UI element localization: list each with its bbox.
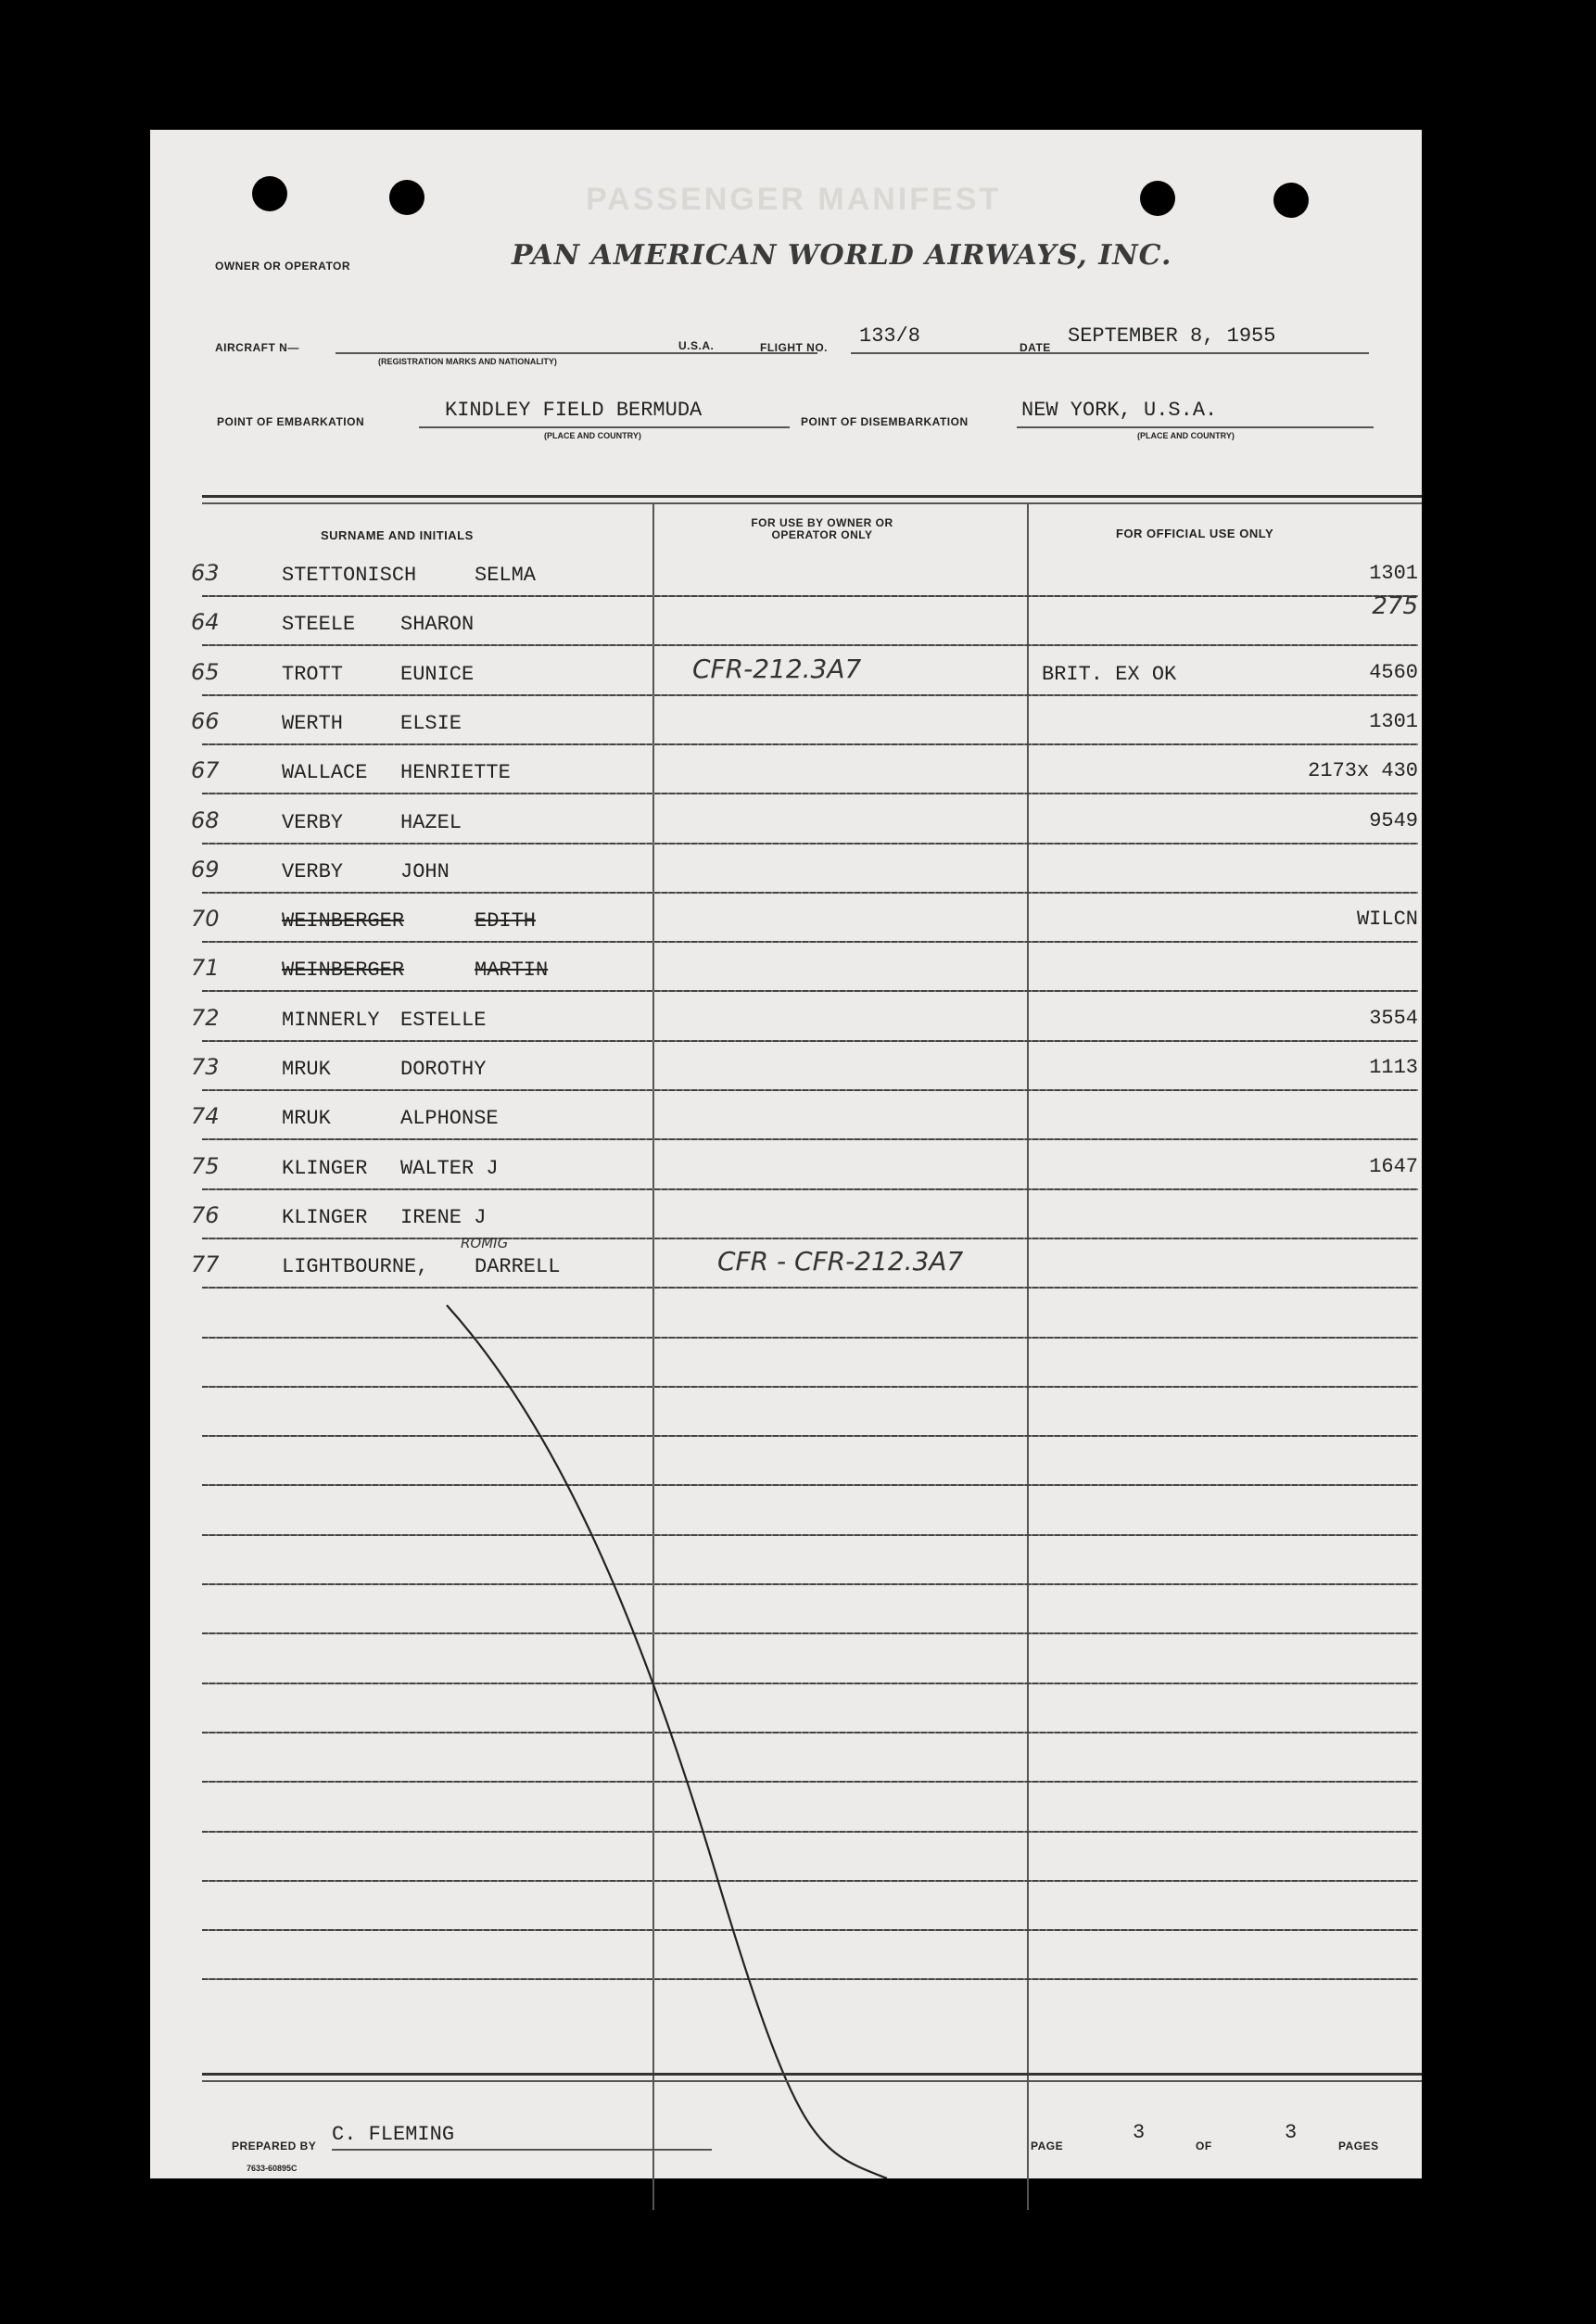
- passenger-number: 64: [191, 609, 220, 636]
- disembark-value: NEW YORK, U.S.A.: [1021, 399, 1218, 422]
- page-number: 3: [1133, 2121, 1146, 2144]
- passenger-given-name: MARTIN: [475, 959, 549, 983]
- disembark-label: POINT OF DISEMBARKATION: [801, 415, 969, 428]
- official-note: BRIT. EX OK: [1042, 662, 1177, 686]
- form-code: 7633-60895C: [247, 2164, 298, 2173]
- official-code: 2173x 430: [1308, 759, 1418, 783]
- passenger-surname: KLINGER: [282, 1205, 368, 1229]
- passenger-number: 67: [191, 757, 220, 784]
- official-code: 3554: [1369, 1006, 1418, 1030]
- owner-label: OWNER OR OPERATOR: [215, 260, 351, 273]
- passenger-given-name: IRENE J: [400, 1205, 487, 1229]
- date-value: SEPTEMBER 8, 1955: [1068, 324, 1276, 348]
- passenger-number: 69: [191, 856, 220, 883]
- passenger-number: 76: [191, 1201, 220, 1228]
- official-code: 4560: [1369, 660, 1418, 684]
- flight-number: 133/8: [859, 324, 921, 348]
- passenger-number: 75: [191, 1152, 220, 1179]
- footer-rule-2: [202, 2080, 1422, 2082]
- official-code: WILCN: [1356, 908, 1418, 932]
- prepared-label: PREPARED BY: [232, 2140, 317, 2153]
- of-label: OF: [1196, 2140, 1212, 2153]
- passenger-surname: LIGHTBOURNE,: [282, 1255, 429, 1279]
- passenger-surname: TROTT: [282, 662, 344, 686]
- passenger-given-name: HAZEL: [400, 810, 462, 834]
- passenger-given-name: EUNICE: [400, 662, 475, 686]
- passenger-number: 74: [191, 1103, 220, 1130]
- prepared-underline: [332, 2149, 712, 2151]
- passenger-surname: VERBY: [282, 810, 344, 834]
- usa-label: U.S.A.: [678, 339, 715, 352]
- passenger-surname: MRUK: [282, 1107, 331, 1131]
- passenger-surname: WERTH: [282, 711, 344, 735]
- official-code: 1113: [1369, 1056, 1418, 1079]
- passenger-number: 73: [191, 1054, 220, 1080]
- disembark-sub: (PLACE AND COUNTRY): [1137, 431, 1235, 440]
- passenger-surname: STEELE: [282, 613, 356, 637]
- official-code: 275: [1372, 592, 1418, 621]
- manifest-sheet: [150, 130, 1422, 2178]
- passenger-given-name: HENRIETTE: [400, 761, 511, 785]
- passenger-number: 72: [191, 1004, 220, 1031]
- page-label: PAGE: [1031, 2140, 1064, 2153]
- passenger-number: 68: [191, 806, 220, 833]
- flight-label: FLIGHT NO.: [760, 341, 828, 354]
- hand-marks: [150, 130, 1422, 2178]
- passenger-given-name: DOROTHY: [400, 1058, 487, 1081]
- passenger-surname: KLINGER: [282, 1156, 368, 1180]
- passenger-given-name: DARRELL: [475, 1255, 561, 1279]
- passenger-given-name: EDITH: [475, 909, 537, 933]
- passenger-surname: STETTONISCH: [282, 564, 417, 587]
- passenger-given-name: WALTER J: [400, 1156, 499, 1180]
- footer-rule: [202, 2073, 1422, 2076]
- passenger-given-name: SHARON: [400, 613, 475, 637]
- col-official-header: FOR OFFICIAL USE ONLY: [1116, 527, 1274, 540]
- official-code: 1647: [1369, 1154, 1418, 1178]
- passenger-surname: VERBY: [282, 859, 344, 883]
- airline-name: PAN AMERICAN WORLD AIRWAYS, INC.: [512, 239, 1172, 272]
- passenger-number: 65: [191, 658, 220, 685]
- operator-note: CFR - CFR-212.3A7: [717, 1246, 964, 1277]
- operator-note: CFR-212.3A7: [692, 653, 862, 684]
- official-code: 1301: [1369, 562, 1418, 585]
- embark-sub: (PLACE AND COUNTRY): [544, 431, 641, 440]
- official-code: 9549: [1369, 808, 1418, 832]
- passenger-number: 63: [191, 560, 220, 586]
- date-label: DATE: [1020, 341, 1051, 354]
- passenger-surname: WALLACE: [282, 761, 368, 785]
- passenger-surname: MINNERLY: [282, 1008, 380, 1032]
- passenger-surname: MRUK: [282, 1058, 331, 1081]
- passenger-number: 71: [191, 955, 220, 982]
- passenger-given-name: ELSIE: [400, 711, 462, 735]
- embark-label: POINT OF EMBARKATION: [217, 415, 365, 428]
- passenger-given-name: SELMA: [475, 564, 537, 587]
- col-owner-header: FOR USE BY OWNER OR OPERATOR ONLY: [751, 516, 893, 541]
- registration-sub: (REGISTRATION MARKS AND NATIONALITY): [378, 357, 557, 366]
- passenger-given-name: JOHN: [400, 859, 450, 883]
- official-code: 1301: [1369, 709, 1418, 733]
- handwritten-annotation: ROMIG: [461, 1235, 509, 1252]
- page-total: 3: [1285, 2121, 1298, 2144]
- aircraft-label: AIRCRAFT N—: [215, 341, 299, 354]
- passenger-given-name: ESTELLE: [400, 1008, 487, 1032]
- passenger-number: 70: [191, 906, 220, 933]
- embark-value: KINDLEY FIELD BERMUDA: [445, 399, 703, 422]
- pages-label: PAGES: [1338, 2140, 1379, 2153]
- passenger-number: 77: [191, 1251, 220, 1278]
- passenger-surname: WEINBERGER: [282, 909, 405, 933]
- passenger-given-name: ALPHONSE: [400, 1107, 499, 1131]
- passenger-surname: WEINBERGER: [282, 959, 405, 983]
- prepared-by: C. FLEMING: [332, 2123, 455, 2146]
- passenger-number: 66: [191, 707, 220, 734]
- col-surname-header: SURNAME AND INITIALS: [321, 528, 474, 542]
- form-title: PASSENGER MANIFEST: [586, 182, 1002, 217]
